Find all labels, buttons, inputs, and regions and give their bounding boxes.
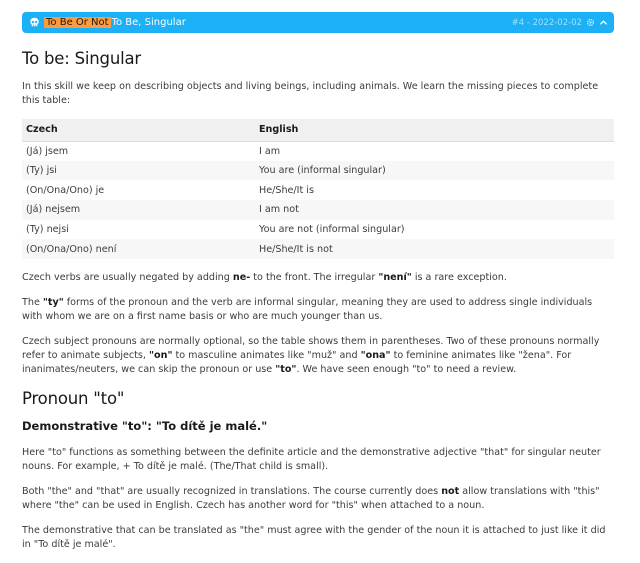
table-cell: (Já) jsem (26, 145, 69, 157)
table-row (22, 141, 614, 161)
column-header-english: English (255, 119, 614, 141)
tips-content (22, 46, 614, 563)
table-cell: You are (informal singular) (255, 161, 614, 181)
chevron-up-icon[interactable] (598, 18, 608, 28)
table-cell: I am (259, 145, 281, 157)
table-cell: He/She/It is not (255, 239, 614, 259)
table-header-row (22, 119, 614, 141)
section-title: Pronoun "to" (22, 389, 125, 409)
text-run: The (22, 297, 43, 309)
text-run: Czech verbs are usually negated by adding (22, 272, 233, 284)
skill-title-highlight: To Be Or Not (46, 17, 109, 28)
gear-icon[interactable] (585, 18, 595, 28)
table-row (22, 161, 614, 181)
column-header-czech: Czech (22, 119, 255, 141)
skill-title (44, 17, 186, 28)
table-cell: (Ty) nejsi (26, 224, 69, 236)
text-run: . We have seen enough "to" to need a review. (296, 364, 517, 376)
pronouns-paragraph (22, 335, 614, 377)
skull-icon (28, 17, 40, 29)
text-run: to the front. The irregular (250, 272, 379, 284)
agreement-paragraph: The demonstrative that can be translated as "the" must agree with the gender of the noun it is attached to just like it did in "To dítě je malé". (22, 525, 606, 551)
text-run: Czech subject pronouns are normally optional, so the table shows them in parentheses. Two of these pronouns normally refer to animate subjects, (22, 336, 600, 362)
table-cell: (Ty) jsi (22, 161, 255, 181)
subsection-title: Demonstrative "to": "To dítě je malé." (22, 419, 268, 434)
text-run: is a rare exception. (411, 272, 507, 284)
bold-run: not (441, 486, 460, 498)
bold-run: "to" (275, 364, 297, 376)
text-run: allow translations with "this" where "the" can be used in English. Czech has another word for "this" when attached to a noun. (22, 486, 600, 512)
informal-paragraph (22, 296, 614, 324)
bold-run: "on" (149, 350, 173, 362)
demonstrative-paragraph: Here "to" functions as something between the definite article and the demonstrative adjective "that" for singular neuter nouns. For example, + To dítě je malé. (The/That child is small). (22, 447, 601, 473)
skill-header-bar[interactable] (22, 12, 614, 33)
intro-paragraph: In this skill we keep on describing objects and living beings, including animals. We learn the missing pieces to complete this table: (22, 81, 599, 106)
text-run: to feminine animates like "žena". For inanimates/neuters, we can skip the pronoun or use (22, 350, 572, 376)
text-run: forms of the pronoun and the verb are informal singular, meaning they are used to address single individuals with whom we are on a first name basis or who are much younger than us. (22, 297, 593, 323)
skill-meta: #4 - 2022-02-02 (511, 17, 582, 28)
table-cell: You are not (informal singular) (259, 224, 405, 236)
negation-paragraph (22, 271, 614, 285)
skill-title-text: To Be, Singular (111, 17, 186, 28)
table-cell: I am not (255, 200, 614, 220)
table-row (22, 180, 614, 200)
table-row (22, 200, 614, 220)
conjugation-table (22, 119, 614, 259)
bold-run: "ty" (42, 297, 64, 309)
text-run: to masculine animates like "muž" and (172, 350, 361, 362)
table-row (22, 220, 614, 240)
table-cell: (Já) nejsem (22, 200, 255, 220)
translation-paragraph (22, 485, 614, 513)
table-row (22, 239, 614, 259)
table-cell: (On/Ona/Ono) je (26, 184, 105, 196)
text-run: Both "the" and "that" are usually recognized in translations. The course currently does (22, 486, 442, 498)
bold-run: "ona" (360, 350, 391, 362)
header-right (512, 18, 608, 28)
section-title: To be: Singular (22, 49, 141, 68)
table-cell: (On/Ona/Ono) není (22, 239, 255, 259)
bold-run: ne- (232, 272, 251, 284)
bold-run: "není" (378, 272, 412, 284)
table-cell: He/She/It is (259, 184, 314, 196)
